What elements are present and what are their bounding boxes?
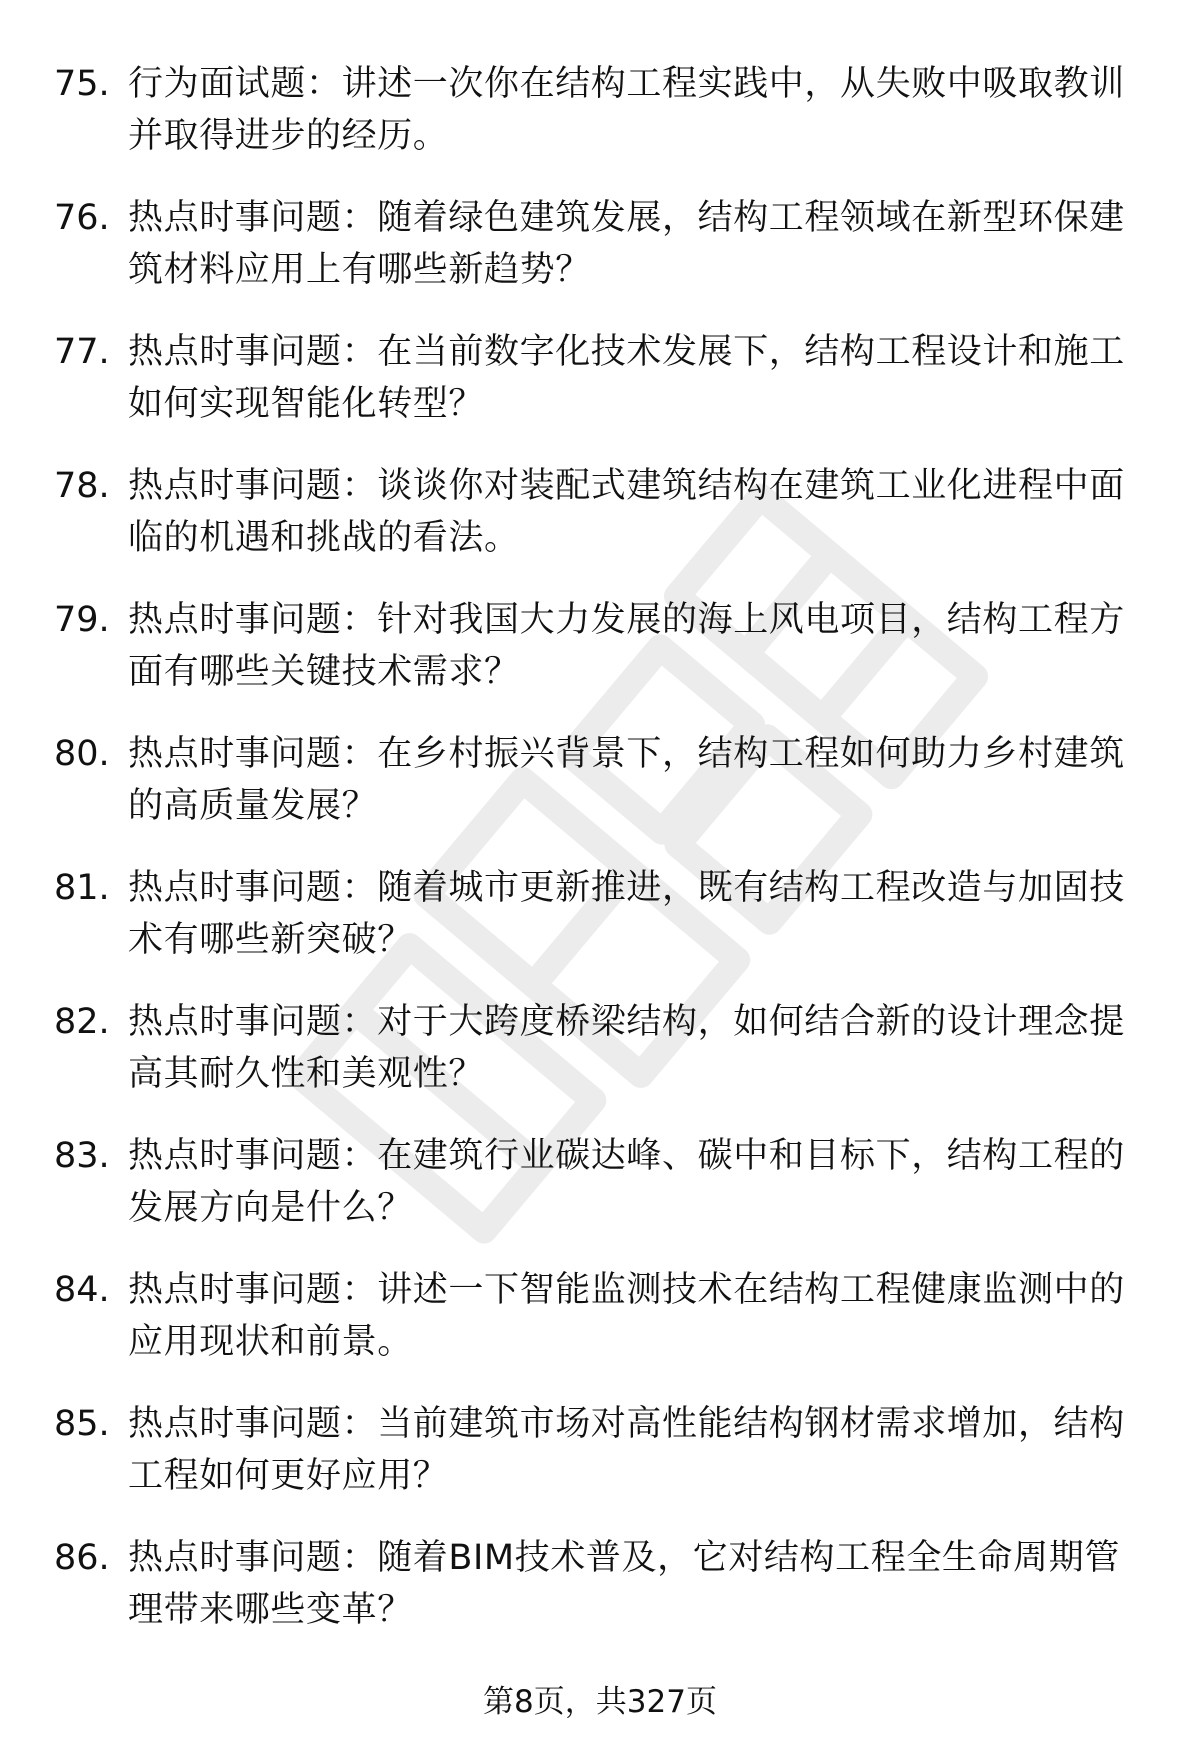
question-text: 热点时事问题：随着绿色建筑发展，结构工程领域在新型环保建 筑材料应用上有哪些新趋势？ — [128, 198, 1125, 290]
question-item — [0, 192, 1200, 326]
question-text: 热点时事问题：当前建筑市场对高性能结构钢材需求增加，结构 工程如何更好应用？ — [128, 1404, 1125, 1496]
question-item — [0, 58, 1200, 192]
question-number: 81. — [54, 868, 110, 908]
question-text: 热点时事问题：在当前数字化技术发展下，结构工程设计和施工 如何实现智能化转型？ — [128, 332, 1125, 424]
question-item — [0, 326, 1200, 460]
question-text: 热点时事问题：在建筑行业碳达峰、碳中和目标下，结构工程的 发展方向是什么？ — [128, 1136, 1125, 1228]
question-item — [0, 1532, 1200, 1666]
question-item — [0, 460, 1200, 594]
question-item — [0, 862, 1200, 996]
question-list — [0, 58, 1200, 1666]
question-number: 82. — [54, 1002, 110, 1042]
question-number: 77. — [54, 332, 110, 372]
question-text: 热点时事问题：谈谈你对装配式建筑结构在建筑工业化进程中面 临的机遇和挑战的看法。 — [128, 466, 1125, 558]
question-text: 热点时事问题：随着BIM技术普及，它对结构工程全生命周期管 理带来哪些变革？ — [128, 1538, 1120, 1630]
question-item — [0, 1398, 1200, 1532]
question-number: 76. — [54, 198, 110, 238]
question-number: 83. — [54, 1136, 110, 1176]
question-text: 热点时事问题：在乡村振兴背景下，结构工程如何助力乡村建筑 的高质量发展？ — [128, 734, 1125, 826]
question-item — [0, 1130, 1200, 1264]
question-number: 84. — [54, 1270, 110, 1310]
question-number: 86. — [54, 1538, 110, 1578]
question-number: 85. — [54, 1404, 110, 1444]
question-text: 热点时事问题：对于大跨度桥梁结构，如何结合新的设计理念提 高其耐久性和美观性？ — [128, 1002, 1125, 1094]
question-item — [0, 996, 1200, 1130]
question-item — [0, 728, 1200, 862]
question-text: 热点时事问题：随着城市更新推进，既有结构工程改造与加固技 术有哪些新突破？ — [128, 868, 1125, 960]
question-item — [0, 1264, 1200, 1398]
question-number: 79. — [54, 600, 110, 640]
question-text: 热点时事问题：针对我国大力发展的海上风电项目，结构工程方 面有哪些关键技术需求？ — [128, 600, 1125, 692]
question-item — [0, 594, 1200, 728]
question-number: 75. — [54, 64, 110, 104]
page-footer — [0, 1680, 1200, 1724]
question-text: 行为面试题：讲述一次你在结构工程实践中，从失败中吸取教训 并取得进步的经历。 — [128, 64, 1125, 156]
question-text: 热点时事问题：讲述一下智能监测技术在结构工程健康监测中的 应用现状和前景。 — [128, 1270, 1125, 1362]
question-number: 80. — [54, 734, 110, 774]
page-number-label: 第8页，共327页 — [483, 1684, 717, 1720]
question-number: 78. — [54, 466, 110, 506]
